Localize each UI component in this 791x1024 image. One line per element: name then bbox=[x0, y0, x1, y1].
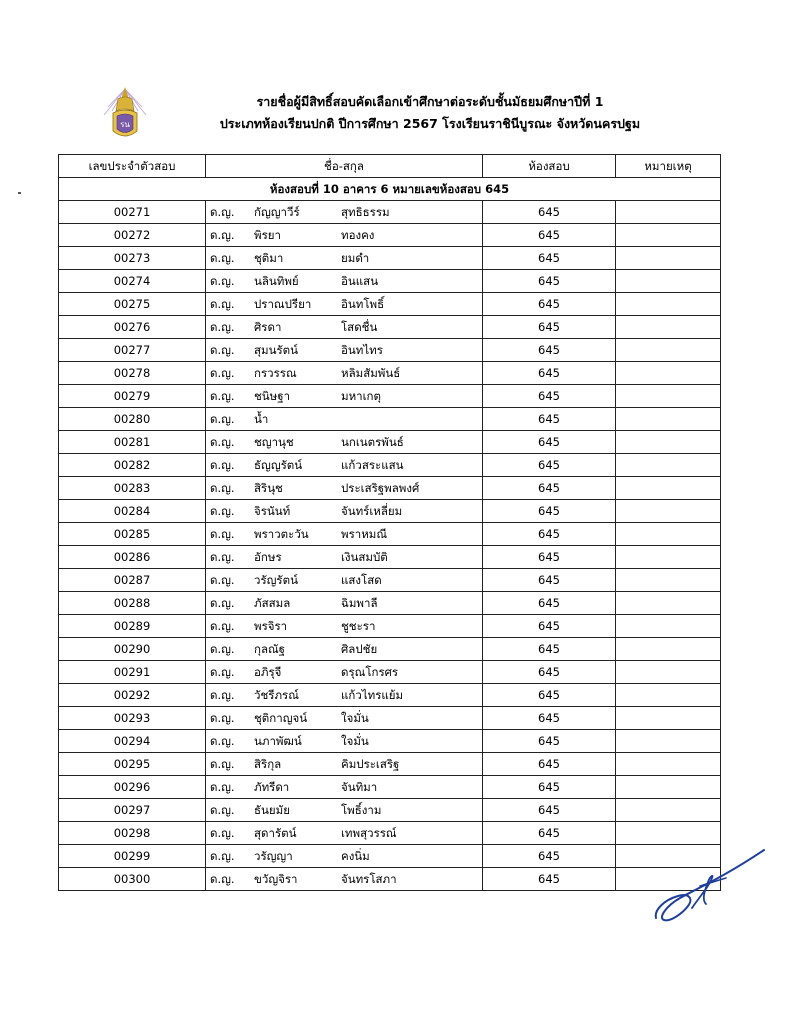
last-name: ดรุณโกรศร bbox=[341, 665, 399, 679]
candidate-table bbox=[58, 154, 721, 891]
name-cell bbox=[206, 753, 483, 776]
room-cell: 645 bbox=[483, 569, 616, 592]
table-row bbox=[59, 247, 721, 270]
name-cell bbox=[206, 431, 483, 454]
room-cell: 645 bbox=[483, 523, 616, 546]
exam-id-cell: 00289 bbox=[59, 615, 206, 638]
exam-id-cell: 00273 bbox=[59, 247, 206, 270]
name-cell bbox=[206, 339, 483, 362]
exam-id-cell: 00286 bbox=[59, 546, 206, 569]
table-row bbox=[59, 799, 721, 822]
last-name: คงนิ่ม bbox=[341, 849, 370, 863]
last-name: จันทร์เหลี่ยม bbox=[341, 504, 403, 518]
room-cell: 645 bbox=[483, 730, 616, 753]
name-prefix: ด.ญ. bbox=[210, 320, 235, 334]
table-row bbox=[59, 224, 721, 247]
table-row bbox=[59, 270, 721, 293]
note-cell bbox=[616, 684, 721, 707]
exam-id-cell: 00284 bbox=[59, 500, 206, 523]
table-row bbox=[59, 385, 721, 408]
exam-id-cell: 00296 bbox=[59, 776, 206, 799]
table-row bbox=[59, 684, 721, 707]
room-cell: 645 bbox=[483, 684, 616, 707]
first-name: ธันยมัย bbox=[254, 803, 290, 817]
first-name: อภิรุจี bbox=[254, 665, 282, 679]
exam-id-cell: 00288 bbox=[59, 592, 206, 615]
last-name: สุทธิธรรม bbox=[341, 205, 390, 219]
first-name: นลินทิพย์ bbox=[254, 274, 299, 288]
table-row bbox=[59, 293, 721, 316]
table-row bbox=[59, 730, 721, 753]
room-cell: 645 bbox=[483, 822, 616, 845]
room-cell: 645 bbox=[483, 868, 616, 891]
table-row bbox=[59, 592, 721, 615]
exam-id-cell: 00298 bbox=[59, 822, 206, 845]
note-cell bbox=[616, 408, 721, 431]
name-cell bbox=[206, 523, 483, 546]
room-cell: 645 bbox=[483, 454, 616, 477]
name-prefix: ด.ญ. bbox=[210, 297, 235, 311]
last-name: เงินสมบัติ bbox=[341, 550, 388, 564]
name-cell bbox=[206, 201, 483, 224]
section-row bbox=[59, 178, 721, 201]
note-cell bbox=[616, 224, 721, 247]
name-prefix: ด.ญ. bbox=[210, 251, 235, 265]
table-row bbox=[59, 569, 721, 592]
name-prefix: ด.ญ. bbox=[210, 458, 235, 472]
room-cell: 645 bbox=[483, 477, 616, 500]
first-name: สิรินุช bbox=[254, 481, 283, 495]
name-cell bbox=[206, 224, 483, 247]
room-cell: 645 bbox=[483, 546, 616, 569]
exam-id-cell: 00278 bbox=[59, 362, 206, 385]
exam-id-cell: 00295 bbox=[59, 753, 206, 776]
first-name: กรวรรณ bbox=[254, 366, 297, 380]
note-cell bbox=[616, 661, 721, 684]
first-name: จิรนันท์ bbox=[254, 504, 291, 518]
exam-id-cell: 00272 bbox=[59, 224, 206, 247]
room-cell: 645 bbox=[483, 385, 616, 408]
note-cell bbox=[616, 316, 721, 339]
last-name: จันทรโสภา bbox=[341, 872, 397, 886]
exam-id-cell: 00282 bbox=[59, 454, 206, 477]
name-cell bbox=[206, 546, 483, 569]
first-name: สุดารัตน์ bbox=[254, 826, 297, 840]
first-name: ธัญญรัตน์ bbox=[254, 458, 303, 472]
name-prefix: ด.ญ. bbox=[210, 435, 235, 449]
table-row bbox=[59, 753, 721, 776]
room-cell: 645 bbox=[483, 316, 616, 339]
name-prefix: ด.ญ. bbox=[210, 780, 235, 794]
exam-id-cell: 00293 bbox=[59, 707, 206, 730]
exam-id-cell: 00290 bbox=[59, 638, 206, 661]
room-cell: 645 bbox=[483, 293, 616, 316]
name-cell bbox=[206, 684, 483, 707]
room-cell: 645 bbox=[483, 753, 616, 776]
table-row bbox=[59, 661, 721, 684]
last-name: นกเนตรพันธ์ bbox=[341, 435, 404, 449]
table-row bbox=[59, 500, 721, 523]
room-cell: 645 bbox=[483, 661, 616, 684]
room-cell: 645 bbox=[483, 270, 616, 293]
note-cell bbox=[616, 799, 721, 822]
first-name: ชุติกาญจน์ bbox=[254, 711, 308, 725]
first-name: ชญานุช bbox=[254, 435, 294, 449]
name-cell bbox=[206, 707, 483, 730]
table-row bbox=[59, 201, 721, 224]
column-header-note: หมายเหตุ bbox=[616, 155, 721, 178]
name-prefix: ด.ญ. bbox=[210, 205, 235, 219]
name-cell bbox=[206, 477, 483, 500]
name-prefix: ด.ญ. bbox=[210, 481, 235, 495]
table-row bbox=[59, 776, 721, 799]
note-cell bbox=[616, 822, 721, 845]
note-cell bbox=[616, 362, 721, 385]
name-cell bbox=[206, 454, 483, 477]
note-cell bbox=[616, 753, 721, 776]
name-prefix: ด.ญ. bbox=[210, 826, 235, 840]
first-name: วัชรีภรณ์ bbox=[254, 688, 299, 702]
table-row bbox=[59, 339, 721, 362]
name-cell bbox=[206, 799, 483, 822]
name-cell bbox=[206, 638, 483, 661]
first-name: กุลณัฐ bbox=[254, 642, 286, 656]
exam-id-cell: 00279 bbox=[59, 385, 206, 408]
room-cell: 645 bbox=[483, 408, 616, 431]
last-name: อินทโพธิ์ bbox=[341, 297, 385, 311]
name-cell bbox=[206, 500, 483, 523]
first-name: ชุติมา bbox=[254, 251, 284, 265]
note-cell bbox=[616, 247, 721, 270]
last-name: เทพสุวรรณ์ bbox=[341, 826, 397, 840]
first-name: วรัญรัตน์ bbox=[254, 573, 298, 587]
name-cell bbox=[206, 293, 483, 316]
exam-id-cell: 00292 bbox=[59, 684, 206, 707]
name-prefix: ด.ญ. bbox=[210, 573, 235, 587]
table-row bbox=[59, 822, 721, 845]
table-row bbox=[59, 477, 721, 500]
first-name: พรจิรา bbox=[254, 619, 288, 633]
table-row bbox=[59, 362, 721, 385]
exam-id-cell: 00285 bbox=[59, 523, 206, 546]
room-cell: 645 bbox=[483, 638, 616, 661]
note-cell bbox=[616, 339, 721, 362]
first-name: กัญญาวีร์ bbox=[254, 205, 300, 219]
last-name: ชูชะรา bbox=[341, 619, 376, 633]
name-prefix: ด.ญ. bbox=[210, 596, 235, 610]
table-row bbox=[59, 615, 721, 638]
name-cell bbox=[206, 730, 483, 753]
last-name: ยมดำ bbox=[341, 251, 370, 265]
first-name: พิรยา bbox=[254, 228, 281, 242]
name-cell bbox=[206, 385, 483, 408]
name-prefix: ด.ญ. bbox=[210, 274, 235, 288]
first-name: นภาพัฒน์ bbox=[254, 734, 302, 748]
last-name: อินแสน bbox=[341, 274, 379, 288]
first-name: ชนิษฐา bbox=[254, 389, 291, 403]
note-cell bbox=[616, 730, 721, 753]
last-name: อินทไทร bbox=[341, 343, 383, 357]
name-cell bbox=[206, 822, 483, 845]
name-prefix: ด.ญ. bbox=[210, 412, 235, 426]
table-row bbox=[59, 707, 721, 730]
name-cell bbox=[206, 569, 483, 592]
first-name: วรัญญา bbox=[254, 849, 293, 863]
name-cell bbox=[206, 868, 483, 891]
name-prefix: ด.ญ. bbox=[210, 757, 235, 771]
exam-id-cell: 00280 bbox=[59, 408, 206, 431]
name-prefix: ด.ญ. bbox=[210, 504, 235, 518]
name-prefix: ด.ญ. bbox=[210, 527, 235, 541]
last-name: ใจมั่น bbox=[341, 711, 369, 725]
room-cell: 645 bbox=[483, 615, 616, 638]
name-prefix: ด.ญ. bbox=[210, 711, 235, 725]
name-prefix: ด.ญ. bbox=[210, 688, 235, 702]
room-cell: 645 bbox=[483, 339, 616, 362]
note-cell bbox=[616, 615, 721, 638]
name-prefix: ด.ญ. bbox=[210, 665, 235, 679]
note-cell bbox=[616, 569, 721, 592]
emblem-monogram: รน bbox=[120, 120, 130, 129]
room-cell: 645 bbox=[483, 224, 616, 247]
exam-id-cell: 00276 bbox=[59, 316, 206, 339]
note-cell bbox=[616, 270, 721, 293]
name-prefix: ด.ญ. bbox=[210, 366, 235, 380]
name-prefix: ด.ญ. bbox=[210, 872, 235, 886]
document-subtitle: ประเภทห้องเรียนปกติ ปีการศึกษา 2567 โรงเรียนราชินีบูรณะ จังหวัดนครปฐม bbox=[219, 116, 641, 131]
exam-id-cell: 00277 bbox=[59, 339, 206, 362]
last-name: แก้วไทรแย้ม bbox=[341, 688, 404, 702]
note-cell bbox=[616, 293, 721, 316]
first-name: ศิรดา bbox=[254, 320, 282, 334]
room-cell: 645 bbox=[483, 500, 616, 523]
last-name: ฉิมพาลี bbox=[341, 596, 378, 610]
note-cell bbox=[616, 477, 721, 500]
room-cell: 645 bbox=[483, 247, 616, 270]
room-cell: 645 bbox=[483, 592, 616, 615]
name-cell bbox=[206, 270, 483, 293]
table-row bbox=[59, 408, 721, 431]
name-cell bbox=[206, 362, 483, 385]
table-row bbox=[59, 316, 721, 339]
exam-id-cell: 00291 bbox=[59, 661, 206, 684]
first-name: ภัสสมล bbox=[254, 596, 291, 610]
scan-speck bbox=[18, 192, 21, 194]
note-cell bbox=[616, 500, 721, 523]
room-cell: 645 bbox=[483, 201, 616, 224]
last-name: ศิลปชัย bbox=[341, 642, 378, 656]
note-cell bbox=[616, 431, 721, 454]
last-name: พราหมณี bbox=[341, 527, 388, 541]
last-name: ใจมั่น bbox=[341, 734, 369, 748]
exam-id-cell: 00275 bbox=[59, 293, 206, 316]
room-cell: 645 bbox=[483, 431, 616, 454]
handwritten-signature bbox=[652, 848, 767, 926]
first-name: ปราณปรียา bbox=[254, 297, 312, 311]
name-prefix: ด.ญ. bbox=[210, 849, 235, 863]
note-cell bbox=[616, 385, 721, 408]
first-name: สุมนรัตน์ bbox=[254, 343, 298, 357]
column-header-exam-id: เลขประจำตัวสอบ bbox=[59, 155, 206, 178]
note-cell bbox=[616, 201, 721, 224]
note-cell bbox=[616, 638, 721, 661]
table-row bbox=[59, 868, 721, 891]
name-prefix: ด.ญ. bbox=[210, 389, 235, 403]
room-cell: 645 bbox=[483, 707, 616, 730]
table-header-row bbox=[59, 155, 721, 178]
room-cell: 645 bbox=[483, 845, 616, 868]
exam-id-cell: 00271 bbox=[59, 201, 206, 224]
name-prefix: ด.ญ. bbox=[210, 343, 235, 357]
section-label: ห้องสอบที่ 10 อาคาร 6 หมายเลขห้องสอบ 645 bbox=[59, 178, 721, 201]
note-cell bbox=[616, 523, 721, 546]
table-row bbox=[59, 845, 721, 868]
first-name: สิริกุล bbox=[254, 757, 282, 771]
school-emblem-icon bbox=[100, 85, 150, 145]
table-row bbox=[59, 454, 721, 477]
first-name: ขวัญจิรา bbox=[254, 872, 298, 886]
name-prefix: ด.ญ. bbox=[210, 642, 235, 656]
last-name: แสงโสด bbox=[341, 573, 382, 587]
note-cell bbox=[616, 546, 721, 569]
name-prefix: ด.ญ. bbox=[210, 550, 235, 564]
first-name: พราวตะวัน bbox=[254, 527, 309, 541]
last-name: แก้วสระแสน bbox=[341, 458, 404, 472]
room-cell: 645 bbox=[483, 799, 616, 822]
last-name: จันทิมา bbox=[341, 780, 378, 794]
name-cell bbox=[206, 247, 483, 270]
last-name: โสดชื่น bbox=[341, 320, 378, 334]
first-name: น้ำ bbox=[254, 412, 269, 426]
table-row bbox=[59, 546, 721, 569]
exam-id-cell: 00294 bbox=[59, 730, 206, 753]
name-prefix: ด.ญ. bbox=[210, 803, 235, 817]
last-name: มหาเกตุ bbox=[341, 389, 381, 403]
last-name: ประเสริฐพลพงศ์ bbox=[341, 481, 420, 495]
note-cell bbox=[616, 454, 721, 477]
exam-id-cell: 00274 bbox=[59, 270, 206, 293]
name-prefix: ด.ญ. bbox=[210, 228, 235, 242]
exam-id-cell: 00300 bbox=[59, 868, 206, 891]
exam-id-cell: 00287 bbox=[59, 569, 206, 592]
column-header-room: ห้องสอบ bbox=[483, 155, 616, 178]
name-cell bbox=[206, 316, 483, 339]
name-cell bbox=[206, 408, 483, 431]
name-cell bbox=[206, 845, 483, 868]
name-cell bbox=[206, 615, 483, 638]
room-cell: 645 bbox=[483, 362, 616, 385]
first-name: อักษร bbox=[254, 550, 282, 564]
name-prefix: ด.ญ. bbox=[210, 619, 235, 633]
last-name: ทองคง bbox=[341, 228, 375, 242]
last-name: คิมประเสริฐ bbox=[341, 757, 400, 771]
note-cell bbox=[616, 707, 721, 730]
room-cell: 645 bbox=[483, 776, 616, 799]
document-title: รายชื่อผู้มีสิทธิ์สอบคัดเลือกเข้าศึกษาต่อระดับชั้นมัธยมศึกษาปีที่ 1 bbox=[256, 94, 604, 109]
table-row bbox=[59, 638, 721, 661]
exam-id-cell: 00283 bbox=[59, 477, 206, 500]
name-cell bbox=[206, 776, 483, 799]
name-cell bbox=[206, 592, 483, 615]
column-header-name: ชื่อ-สกุล bbox=[206, 155, 483, 178]
note-cell bbox=[616, 776, 721, 799]
name-cell bbox=[206, 661, 483, 684]
last-name: โพธิ์งาม bbox=[341, 803, 382, 817]
last-name: หลิมสัมพันธ์ bbox=[341, 366, 401, 380]
exam-id-cell: 00299 bbox=[59, 845, 206, 868]
note-cell bbox=[616, 592, 721, 615]
exam-id-cell: 00297 bbox=[59, 799, 206, 822]
table-row bbox=[59, 431, 721, 454]
name-prefix: ด.ญ. bbox=[210, 734, 235, 748]
exam-id-cell: 00281 bbox=[59, 431, 206, 454]
first-name: ภัทรีดา bbox=[254, 780, 290, 794]
table-row bbox=[59, 523, 721, 546]
